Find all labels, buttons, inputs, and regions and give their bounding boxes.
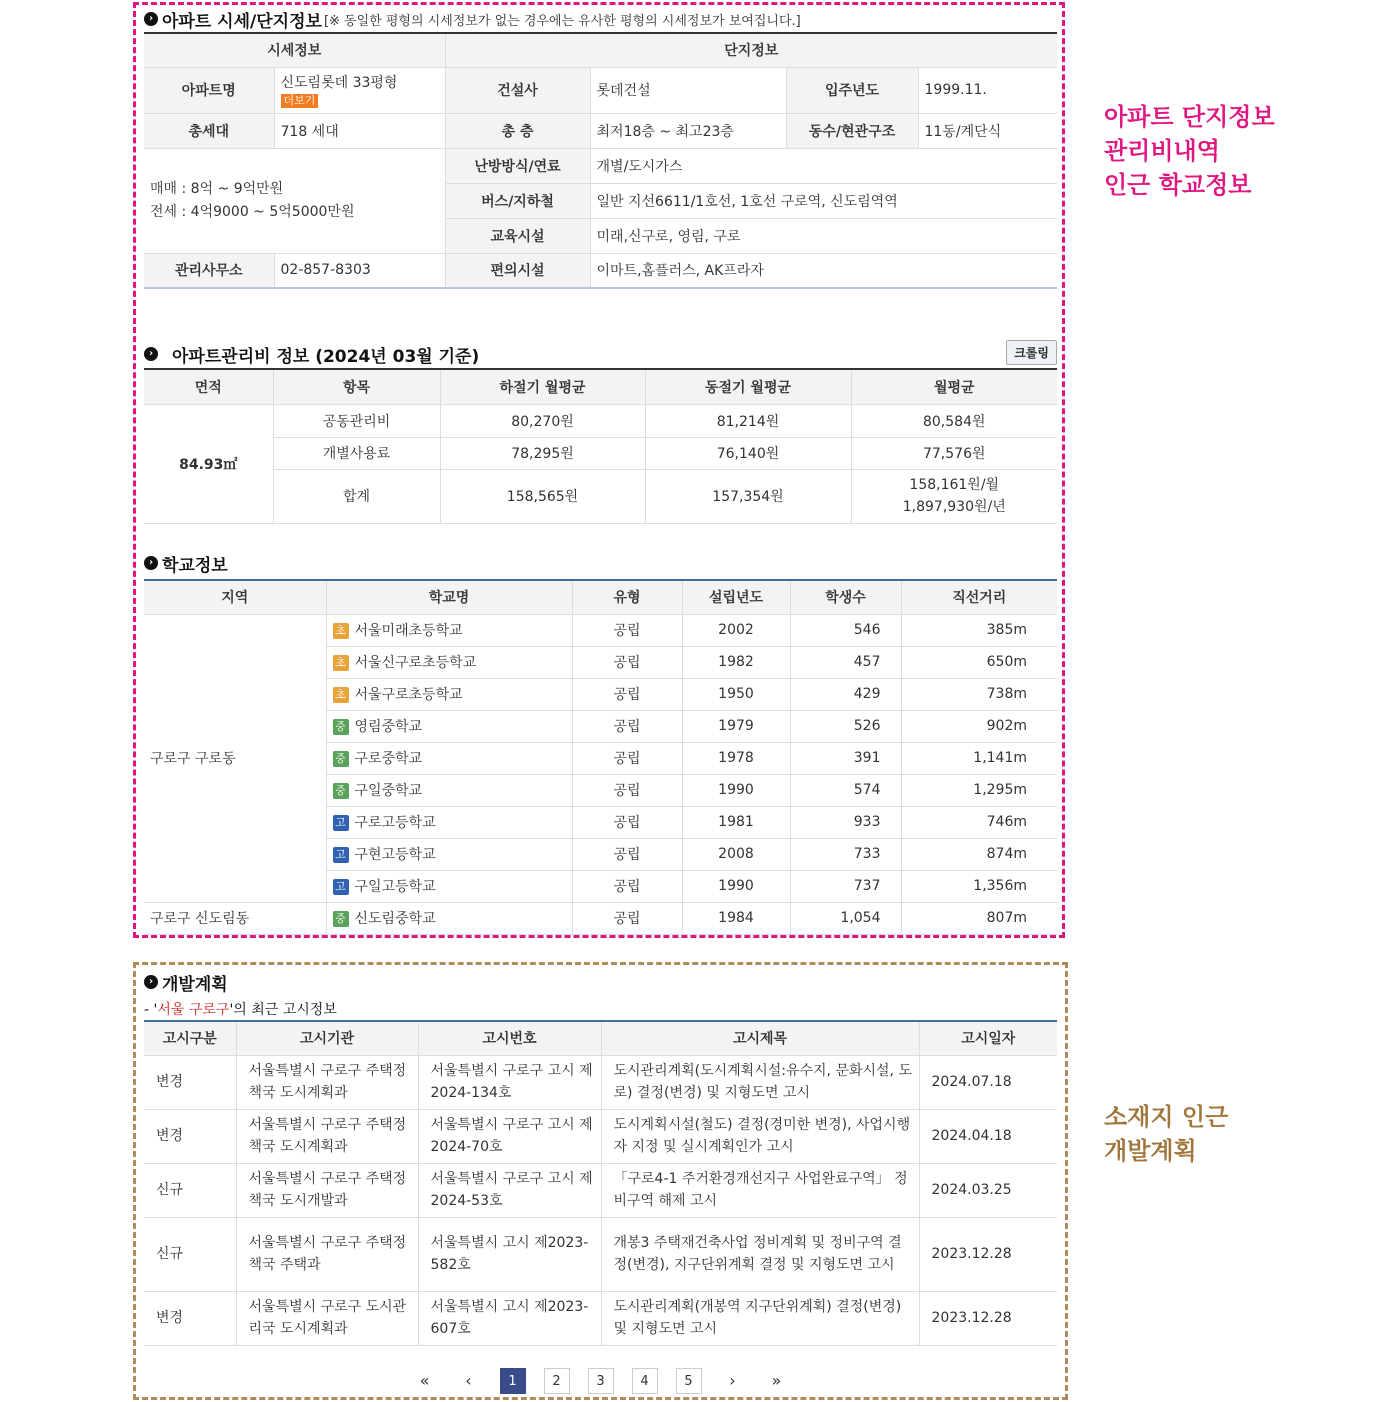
school-type: 공립 — [572, 742, 682, 774]
complex-section — [144, 6, 1057, 289]
chevron-right-icon: › — [144, 347, 158, 361]
school-row — [144, 614, 1057, 646]
jeonse-price: 전세 : 4억9000 ~ 5억5000만원 — [150, 203, 355, 220]
school-year: 2002 — [682, 614, 790, 646]
pink-annotation — [1104, 100, 1275, 202]
chevron-right-icon: › — [144, 556, 158, 570]
movein-label: 입주년도 — [786, 67, 918, 113]
school-header: 설립년도 — [682, 580, 790, 614]
floors-label: 총 층 — [445, 113, 590, 148]
school-distance: 1,141m — [901, 742, 1057, 774]
fee-winter: 76,140원 — [645, 437, 851, 469]
households-label: 총세대 — [144, 113, 274, 148]
edu-label: 교육시설 — [445, 218, 590, 253]
school-name-cell — [326, 774, 572, 806]
builder-label: 건설사 — [445, 67, 590, 113]
school-type: 공립 — [572, 678, 682, 710]
school-distance: 874m — [901, 838, 1057, 870]
buildings-label: 동수/현관구조 — [786, 113, 918, 148]
page-button[interactable]: 3 — [588, 1368, 614, 1394]
school-students: 391 — [790, 742, 901, 774]
school-table — [144, 579, 1057, 935]
school-level-icon: 초 — [333, 623, 349, 639]
school-name[interactable]: 구로고등학교 — [354, 815, 436, 831]
dev-org: 서울특별시 구로구 주택정책국 도시계획과 — [236, 1055, 418, 1109]
school-level-icon: 초 — [333, 687, 349, 703]
fee-summer: 158,565원 — [440, 469, 645, 523]
fee-title-row — [144, 340, 1057, 368]
fee-avg-month: 158,161원/월 — [909, 477, 1000, 493]
school-name-cell — [326, 678, 572, 710]
school-students: 526 — [790, 710, 901, 742]
school-level-icon: 중 — [333, 911, 349, 927]
school-name[interactable]: 신도림중학교 — [354, 911, 436, 927]
school-level-icon: 고 — [333, 847, 349, 863]
price-range-cell — [144, 148, 445, 253]
school-distance: 1,356m — [901, 870, 1057, 902]
school-students: 574 — [790, 774, 901, 806]
school-name[interactable]: 구현고등학교 — [354, 847, 436, 863]
dev-number: 서울특별시 고시 제2023-607호 — [418, 1291, 601, 1345]
dev-header: 고시번호 — [418, 1021, 601, 1055]
dev-kind: 변경 — [144, 1291, 236, 1345]
school-year: 1982 — [682, 646, 790, 678]
school-name[interactable]: 구일고등학교 — [354, 879, 436, 895]
conv-value: 이마트,홈플러스, AK프라자 — [590, 253, 1057, 288]
fee-summer: 78,295원 — [440, 437, 645, 469]
complex-table — [144, 32, 1057, 289]
dev-date: 2024.03.25 — [919, 1163, 1057, 1217]
school-distance: 746m — [901, 806, 1057, 838]
movein-value: 1999.11. — [918, 67, 1057, 113]
school-type: 공립 — [572, 838, 682, 870]
school-distance: 807m — [901, 902, 1057, 934]
school-header: 학생수 — [790, 580, 901, 614]
dev-title[interactable]: 「구로4-1 주거환경개선지구 사업완료구역」 정비구역 해제 고시 — [601, 1163, 919, 1217]
dev-org: 서울특별시 구로구 주택정책국 주택과 — [236, 1217, 418, 1291]
fee-summer: 80,270원 — [440, 404, 645, 437]
school-year: 1981 — [682, 806, 790, 838]
school-name-cell — [326, 870, 572, 902]
school-year: 2008 — [682, 838, 790, 870]
section-subtitle: [※ 동일한 평형의 시세정보가 없는 경우에는 유사한 평형의 시세정보가 보여집니다.] — [323, 13, 801, 29]
dev-header: 고시일자 — [919, 1021, 1057, 1055]
school-type: 공립 — [572, 646, 682, 678]
school-students: 737 — [790, 870, 901, 902]
school-level-icon: 고 — [333, 815, 349, 831]
annotation-line: 소재지 인근 — [1104, 1103, 1229, 1131]
fee-item: 합계 — [273, 469, 440, 523]
annotation-line: 아파트 단지정보 — [1104, 103, 1275, 131]
school-type: 공립 — [572, 710, 682, 742]
school-students: 457 — [790, 646, 901, 678]
dev-row — [144, 1163, 1057, 1217]
dev-number: 서울특별시 구로구 고시 제2024-70호 — [418, 1109, 601, 1163]
school-name-cell — [326, 710, 572, 742]
school-level-icon: 고 — [333, 879, 349, 895]
school-distance: 902m — [901, 710, 1057, 742]
dev-title[interactable]: 도시관리계획(도시계획시설:유수지, 문화시설, 도로) 결정(변경) 및 지형도면 고시 — [601, 1055, 919, 1109]
school-name[interactable]: 구로중학교 — [354, 751, 423, 767]
school-students: 1,054 — [790, 902, 901, 934]
apt-name-cell — [274, 67, 445, 113]
dev-org: 서울특별시 구로구 주택정책국 도시계획과 — [236, 1109, 418, 1163]
dev-row — [144, 1291, 1057, 1345]
fee-avg-cell — [851, 469, 1057, 523]
price-info-header: 시세정보 — [144, 33, 445, 67]
dev-title[interactable]: 도시계획시설(철도) 결정(경미한 변경), 사업시행자 지정 및 실시계획인가 고시 — [601, 1109, 919, 1163]
school-name[interactable]: 구일중학교 — [354, 783, 423, 799]
school-name[interactable]: 서울신구로초등학교 — [354, 655, 477, 671]
school-name-cell — [326, 742, 572, 774]
school-type: 공립 — [572, 806, 682, 838]
dev-row — [144, 1109, 1057, 1163]
school-distance: 385m — [901, 614, 1057, 646]
dev-header: 고시기관 — [236, 1021, 418, 1055]
transit-value: 일반 지선6611/1호선, 1호선 구로역, 신도림역역 — [590, 183, 1057, 218]
school-section — [144, 549, 1057, 935]
fee-header: 동절기 월평균 — [645, 369, 851, 404]
dev-intro — [144, 996, 1057, 1020]
fee-item: 공동관리비 — [273, 404, 440, 437]
office-label: 관리사무소 — [144, 253, 274, 288]
apt-name: 신도림롯데 33평형 — [280, 75, 398, 91]
school-type: 공립 — [572, 870, 682, 902]
buildings-value: 11동/계단식 — [918, 113, 1057, 148]
fee-item: 개별사용료 — [273, 437, 440, 469]
school-header: 지역 — [144, 580, 326, 614]
fee-winter: 157,354원 — [645, 469, 851, 523]
intro-suffix: '의 최근 고시정보 — [229, 1002, 337, 1018]
heating-value: 개별/도시가스 — [590, 148, 1057, 183]
fee-header: 하절기 월평균 — [440, 369, 645, 404]
section-title: 아파트 시세/단지정보 — [162, 11, 322, 32]
dev-title-row — [144, 968, 1057, 996]
brown-annotation — [1104, 1100, 1228, 1168]
school-year: 1978 — [682, 742, 790, 774]
page-button[interactable]: 2 — [544, 1368, 570, 1394]
office-phone: 02-857-8303 — [274, 253, 445, 288]
fee-avg: 77,576원 — [851, 437, 1057, 469]
school-region: 구로구 신도림동 — [144, 902, 326, 934]
dev-title[interactable]: 도시관리계획(개봉역 지구단위계획) 결정(변경) 및 지형도면 고시 — [601, 1291, 919, 1345]
next-page-button[interactable]: › — [729, 1371, 736, 1390]
dev-kind: 변경 — [144, 1055, 236, 1109]
dev-date: 2023.12.28 — [919, 1291, 1057, 1345]
school-students: 733 — [790, 838, 901, 870]
school-level-icon: 초 — [333, 655, 349, 671]
dev-kind: 신규 — [144, 1163, 236, 1217]
school-students: 546 — [790, 614, 901, 646]
intro-region: 서울 구로구 — [157, 1002, 230, 1018]
fee-header: 월평균 — [851, 369, 1057, 404]
school-type: 공립 — [572, 614, 682, 646]
school-name-cell — [326, 902, 572, 934]
page-button[interactable]: 5 — [676, 1368, 702, 1394]
school-name[interactable]: 서울구로초등학교 — [354, 687, 463, 703]
dev-org: 서울특별시 구로구 주택정책국 도시개발과 — [236, 1163, 418, 1217]
households-value: 718 세대 — [274, 113, 445, 148]
school-year: 1990 — [682, 774, 790, 806]
fee-section — [144, 340, 1057, 524]
school-level-icon: 중 — [333, 719, 349, 735]
edu-value: 미래,신구로, 영림, 구로 — [590, 218, 1057, 253]
school-type: 공립 — [572, 902, 682, 934]
heating-label: 난방방식/연료 — [445, 148, 590, 183]
dev-table — [144, 1020, 1057, 1346]
page-button[interactable]: 1 — [500, 1368, 526, 1394]
annotation-line: 인근 학교정보 — [1104, 171, 1252, 199]
school-name-cell — [326, 646, 572, 678]
chevron-right-icon: › — [144, 975, 158, 989]
dev-kind: 신규 — [144, 1217, 236, 1291]
dev-title[interactable]: 개봉3 주택재건축사업 정비계획 및 정비구역 결정(변경), 지구단위계획 결정 및 지형도면 고시 — [601, 1217, 919, 1291]
school-name-cell — [326, 838, 572, 870]
fee-header: 면적 — [144, 369, 273, 404]
school-header: 학교명 — [326, 580, 572, 614]
fee-winter: 81,214원 — [645, 404, 851, 437]
school-level-icon: 중 — [333, 783, 349, 799]
dev-number: 서울특별시 고시 제2023-582호 — [418, 1217, 601, 1291]
school-distance: 738m — [901, 678, 1057, 710]
school-distance: 650m — [901, 646, 1057, 678]
school-year: 1979 — [682, 710, 790, 742]
school-header: 유형 — [572, 580, 682, 614]
prev-page-button[interactable]: ‹ — [465, 1371, 472, 1390]
apt-name-label: 아파트명 — [144, 67, 274, 113]
school-year: 1950 — [682, 678, 790, 710]
chevron-right-icon: › — [144, 12, 158, 26]
school-year: 1984 — [682, 902, 790, 934]
first-page-button[interactable]: « — [419, 1371, 430, 1390]
fee-avg-year: 1,897,930원/년 — [902, 499, 1006, 515]
dev-date: 2024.07.18 — [919, 1055, 1057, 1109]
dev-org: 서울특별시 구로구 도시관리국 도시계획과 — [236, 1291, 418, 1345]
transit-label: 버스/지하철 — [445, 183, 590, 218]
school-name-cell — [326, 614, 572, 646]
builder-value: 롯데건설 — [590, 67, 786, 113]
school-distance: 1,295m — [901, 774, 1057, 806]
fee-table — [144, 368, 1057, 524]
dev-kind: 변경 — [144, 1109, 236, 1163]
dev-date: 2023.12.28 — [919, 1217, 1057, 1291]
crawl-button[interactable]: 크롤링 — [1006, 340, 1057, 365]
dev-section — [144, 968, 1057, 1346]
floors-value: 최저18층 ~ 최고23층 — [590, 113, 786, 148]
conv-label: 편의시설 — [445, 253, 590, 288]
more-badge[interactable]: 더보기 — [281, 94, 319, 108]
complex-info-header: 단지정보 — [445, 33, 1057, 67]
school-name[interactable]: 영림중학교 — [354, 719, 423, 735]
fee-header: 항목 — [273, 369, 440, 404]
area-value: 84.93㎡ — [144, 404, 273, 523]
school-region: 구로구 구로동 — [144, 614, 326, 902]
dev-header: 고시제목 — [601, 1021, 919, 1055]
school-type: 공립 — [572, 774, 682, 806]
dev-header: 고시구분 — [144, 1021, 236, 1055]
section-title: 학교정보 — [162, 555, 228, 576]
dev-number: 서울특별시 구로구 고시 제2024-53호 — [418, 1163, 601, 1217]
school-header: 직선거리 — [901, 580, 1057, 614]
school-name[interactable]: 서울미래초등학교 — [354, 623, 463, 639]
school-students: 933 — [790, 806, 901, 838]
section-title: 아파트관리비 정보 (2024년 03월 기준) — [172, 346, 480, 367]
intro-prefix: - ' — [144, 1002, 158, 1018]
sale-price: 매매 : 8억 ~ 9억만원 — [150, 180, 284, 197]
section-title: 개발계획 — [162, 974, 228, 995]
school-students: 429 — [790, 678, 901, 710]
fee-avg: 80,584원 — [851, 404, 1057, 437]
dev-number: 서울특별시 구로구 고시 제2024-134호 — [418, 1055, 601, 1109]
school-name-cell — [326, 806, 572, 838]
annotation-line: 개발계획 — [1104, 1137, 1197, 1165]
dev-row — [144, 1055, 1057, 1109]
school-year: 1990 — [682, 870, 790, 902]
page-button[interactable]: 4 — [632, 1368, 658, 1394]
annotation-line: 관리비내역 — [1104, 137, 1220, 165]
school-level-icon: 중 — [333, 751, 349, 767]
school-row — [144, 902, 1057, 934]
pagination — [144, 1368, 1057, 1394]
dev-row — [144, 1217, 1057, 1291]
complex-title-row — [144, 6, 1057, 32]
last-page-button[interactable]: » — [771, 1371, 782, 1390]
dev-date: 2024.04.18 — [919, 1109, 1057, 1163]
school-title-row — [144, 549, 1057, 577]
